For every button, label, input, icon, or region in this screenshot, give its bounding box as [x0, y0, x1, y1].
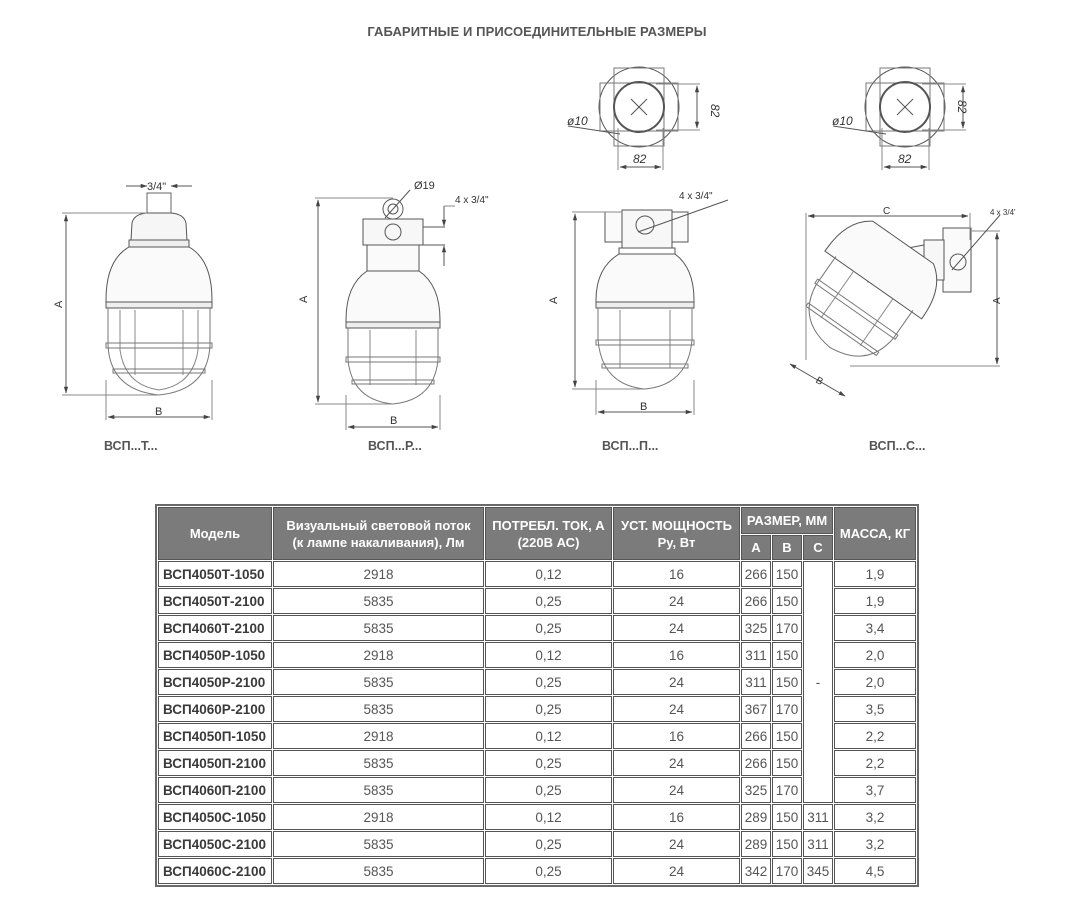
cell-size-b: 170 [772, 858, 802, 884]
cell-size-a: 266 [741, 723, 771, 749]
cell-mass: 2,2 [834, 750, 916, 776]
cell-power: 24 [613, 588, 740, 614]
cell-size-a: 289 [741, 831, 771, 857]
cell-size-c-merged: - [803, 561, 833, 803]
page-title: ГАБАРИТНЫЕ И ПРИСОЕДИНИТЕЛЬНЫЕ РАЗМЕРЫ [367, 24, 707, 39]
label-hole: ø10 [832, 114, 853, 128]
cell-size-b: 150 [772, 669, 802, 695]
drawing-wall-bracket [781, 206, 1016, 396]
cell-flux: 5835 [273, 831, 484, 857]
cell-flux: 5835 [273, 750, 484, 776]
cell-current: 0,25 [485, 615, 612, 641]
cell-flux: 2918 [273, 561, 484, 587]
label-w: 82 [898, 152, 912, 166]
label-b: B [640, 401, 648, 413]
cell-current: 0,12 [485, 561, 612, 587]
label-hole: ø10 [567, 114, 588, 128]
cell-current: 0,25 [485, 831, 612, 857]
cell-size-b: 150 [772, 642, 802, 668]
cell-model: ВСП4050П-1050 [158, 723, 272, 749]
cell-current: 0,12 [485, 723, 612, 749]
cell-size-a: 266 [741, 588, 771, 614]
cell-power: 16 [613, 804, 740, 830]
table-row [158, 561, 916, 587]
cell-current: 0,12 [485, 642, 612, 668]
cell-flux: 2918 [273, 723, 484, 749]
cell-power: 24 [613, 831, 740, 857]
cell-power: 24 [613, 669, 740, 695]
cell-mass: 2,0 [834, 669, 916, 695]
header-model: Модель [158, 507, 272, 560]
label-eye: Ø19 [414, 180, 435, 192]
cell-model: ВСП4060Т-2100 [158, 615, 272, 641]
cell-power: 24 [613, 750, 740, 776]
cell-size-b: 150 [772, 804, 802, 830]
cell-size-a: 367 [741, 696, 771, 722]
cell-size-c: 311 [803, 804, 833, 830]
cell-flux: 5835 [273, 777, 484, 803]
table-body [158, 561, 916, 884]
header-current: ПОТРЕБЛ. ТОК, А (220В АС) [485, 507, 612, 560]
cell-power: 24 [613, 777, 740, 803]
cell-current: 0,12 [485, 804, 612, 830]
cell-flux: 5835 [273, 858, 484, 884]
cell-size-c: 311 [803, 831, 833, 857]
drawing-pendant-eye [298, 180, 489, 430]
label-thread: 4 x 3/4' [990, 208, 1016, 217]
table-row [158, 804, 916, 830]
cell-flux: 5835 [273, 696, 484, 722]
cell-size-a: 289 [741, 804, 771, 830]
cell-size-b: 170 [772, 777, 802, 803]
cell-flux: 2918 [273, 804, 484, 830]
header-size-c: С [803, 535, 833, 560]
cell-current: 0,25 [485, 777, 612, 803]
cell-mass: 3,2 [834, 804, 916, 830]
label-thread: 4 x 3/4" [679, 191, 713, 202]
label-h: 82 [708, 104, 722, 118]
cell-power: 24 [613, 615, 740, 641]
cell-model: ВСП4060Р-2100 [158, 696, 272, 722]
cell-size-a: 266 [741, 750, 771, 776]
cell-size-a: 311 [741, 669, 771, 695]
cell-power: 16 [613, 723, 740, 749]
cell-current: 0,25 [485, 696, 612, 722]
caption-pipe-mount: ВСП...Т... [104, 439, 158, 453]
cell-model: ВСП4050С-2100 [158, 831, 272, 857]
cell-model: ВСП4060П-2100 [158, 777, 272, 803]
caption-ceiling-mount: ВСП...П... [602, 439, 659, 453]
cell-size-b: 150 [772, 831, 802, 857]
cell-model: ВСП4050Р-2100 [158, 669, 272, 695]
specification-table [155, 504, 919, 887]
label-a: A [53, 300, 65, 308]
cell-mass: 3,2 [834, 831, 916, 857]
label-thread: 3/4" [147, 181, 167, 193]
cell-model: ВСП4050С-1050 [158, 804, 272, 830]
drawing-ceiling [548, 191, 728, 415]
cell-size-a: 266 [741, 561, 771, 587]
cell-flux: 5835 [273, 588, 484, 614]
cell-size-a: 325 [741, 777, 771, 803]
cell-size-a: 311 [741, 642, 771, 668]
cell-model: ВСП4050П-2100 [158, 750, 272, 776]
cell-size-b: 150 [772, 561, 802, 587]
cell-mass: 2,2 [834, 723, 916, 749]
table-row [158, 831, 916, 857]
header-mass: МАССА, КГ [834, 507, 916, 560]
cell-power: 16 [613, 642, 740, 668]
table-row [158, 858, 916, 884]
cell-size-b: 150 [772, 750, 802, 776]
label-thread: 4 x 3/4" [455, 195, 489, 206]
header-size-b: В [772, 535, 802, 560]
cell-mass: 3,5 [834, 696, 916, 722]
header-flux: Визуальный световой поток (к лампе накаливания), Лм [273, 507, 484, 560]
cell-model: ВСП4060С-2100 [158, 858, 272, 884]
drawing-pendant-pipe [53, 181, 212, 420]
caption-wall-mount: ВСП...С... [869, 439, 926, 453]
cell-current: 0,25 [485, 750, 612, 776]
header-power: УСТ. МОЩНОСТЬ Ру, Вт [613, 507, 740, 560]
cell-current: 0,25 [485, 858, 612, 884]
label-b: B [390, 415, 398, 427]
label-w: 82 [633, 152, 647, 166]
cell-power: 24 [613, 858, 740, 884]
cell-model: ВСП4050Т-2100 [158, 588, 272, 614]
cell-mass: 1,9 [834, 588, 916, 614]
label-h: 82 [955, 100, 969, 114]
label-a: A [298, 295, 310, 303]
header-size: РАЗМЕР, ММ [741, 507, 833, 534]
cell-power: 16 [613, 561, 740, 587]
cell-mass: 1,9 [834, 561, 916, 587]
cell-size-c: 345 [803, 858, 833, 884]
drawing-ceiling-top-view [567, 67, 722, 170]
cell-mass: 2,0 [834, 642, 916, 668]
label-c: C [883, 206, 891, 217]
cell-size-a: 342 [741, 858, 771, 884]
label-b: B [813, 375, 825, 388]
cell-power: 24 [613, 696, 740, 722]
cell-size-b: 150 [772, 723, 802, 749]
cell-flux: 5835 [273, 615, 484, 641]
cell-mass: 3,4 [834, 615, 916, 641]
cell-size-a: 325 [741, 615, 771, 641]
caption-eye-mount: ВСП...Р... [368, 439, 422, 453]
label-a: A [992, 297, 1003, 304]
cell-flux: 5835 [273, 669, 484, 695]
cell-current: 0,25 [485, 588, 612, 614]
label-b: B [155, 406, 163, 418]
cell-size-b: 150 [772, 588, 802, 614]
label-a: A [548, 296, 560, 304]
cell-model: ВСП4050Т-1050 [158, 561, 272, 587]
cell-current: 0,25 [485, 669, 612, 695]
cell-size-b: 170 [772, 696, 802, 722]
cell-mass: 4,5 [834, 858, 916, 884]
cell-flux: 2918 [273, 642, 484, 668]
header-size-a: А [741, 535, 771, 560]
cell-size-b: 170 [772, 615, 802, 641]
cell-mass: 3,7 [834, 777, 916, 803]
drawing-wall-top-view [832, 67, 969, 170]
cell-model: ВСП4050Р-1050 [158, 642, 272, 668]
